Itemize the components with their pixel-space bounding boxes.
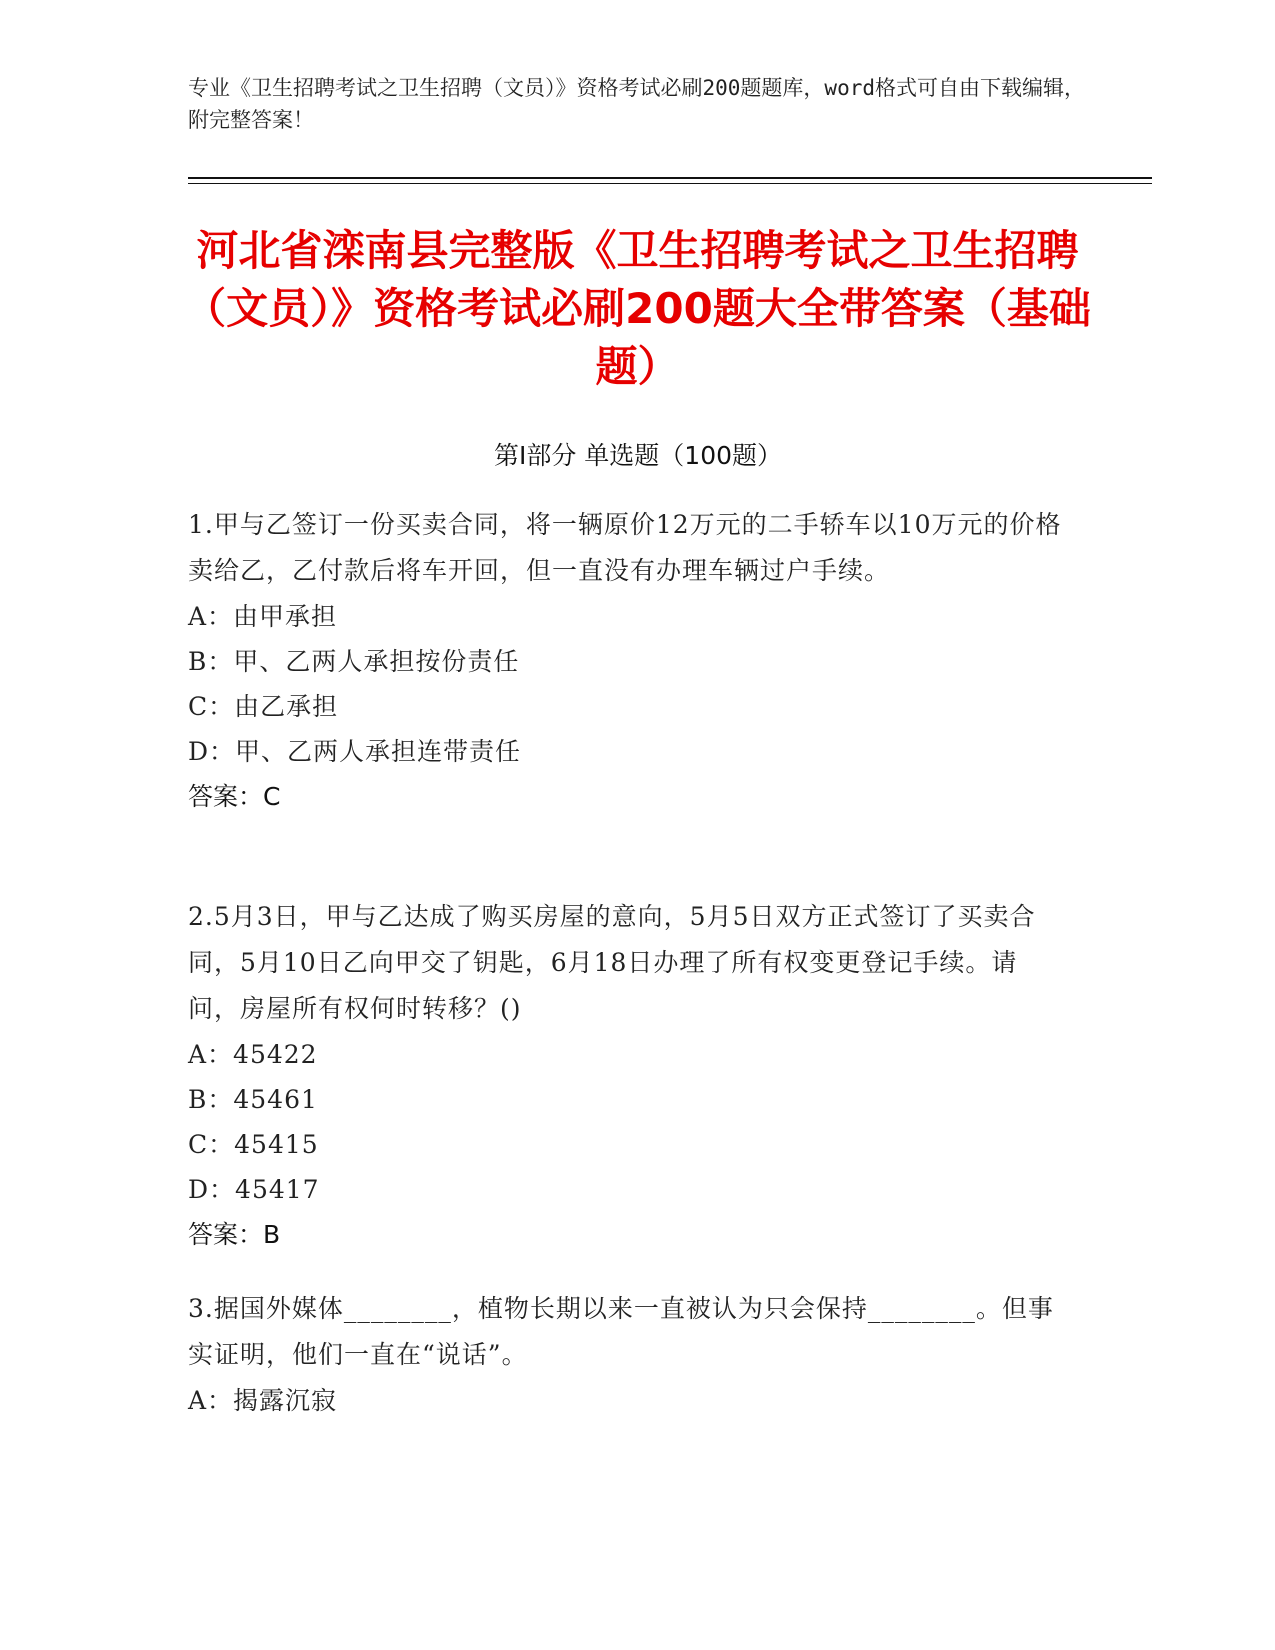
answer: 答案：C [188,782,281,811]
option-b: B：甲、乙两人承担按份责任 [188,647,520,676]
header-divider [188,177,1152,179]
option-c: C：45415 [188,1130,319,1159]
option-b: B：45461 [188,1085,318,1114]
question-3 [188,1286,1068,1423]
question-stem: 2.5月3日，甲与乙达成了购买房屋的意向，5月5日双方正式签订了买卖合同，5月10日乙向甲交了钥匙，6月18日办理了所有权变更登记手续。请问，房屋所有权何时转移？() [188,902,1036,1023]
header-note: 专业《卫生招聘考试之卫生招聘（文员）》资格考试必刷200题题库，word格式可自由下载编辑，附完整答案！ [188,76,1085,132]
header-divider-thin [188,183,1152,184]
section-title: 第Ⅰ部分 单选题（100题） [493,441,783,470]
option-a: A：揭露沉寂 [188,1386,338,1415]
answer: 答案：B [188,1220,281,1249]
question-stem: 3.据国外媒体________，植物长期以来一直被认为只会保持________。但事实证明，他们一直在“说话”。 [188,1294,1054,1369]
question-2 [188,894,1068,1257]
option-d: D：45417 [188,1175,320,1204]
option-a: A：45422 [188,1040,318,1069]
question-1 [188,502,1068,819]
option-c: C：由乙承担 [188,692,339,721]
question-stem: 1.甲与乙签订一份买卖合同，将一辆原价12万元的二手轿车以10万元的价格卖给乙，乙付款后将车开回，但一直没有办理车辆过户手续。 [188,510,1062,585]
option-d: D：甲、乙两人承担连带责任 [188,737,522,766]
document-title: 河北省滦南县完整版《卫生招聘考试之卫生招聘（文员）》资格考试必刷200题大全带答案（基础题） [184,226,1091,391]
option-a: A：由甲承担 [188,602,338,631]
